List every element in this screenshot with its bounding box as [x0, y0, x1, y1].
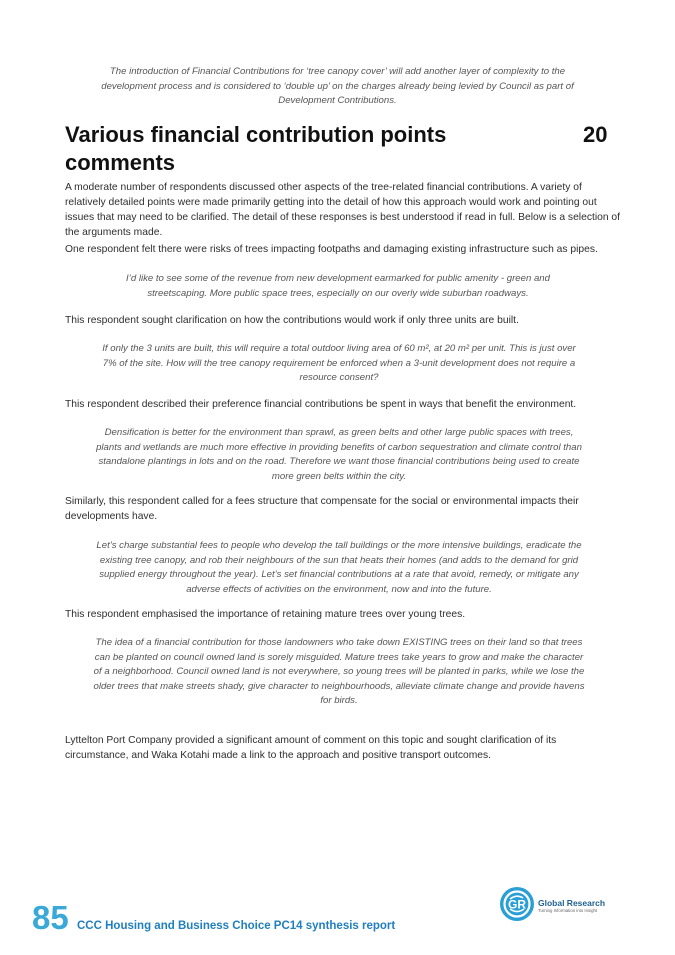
intro-quote: The introduction of Financial Contributions for ‘tree canopy cover’ will add another layer of complexity to the development process and is considered to ‘double up’ on the charges already being levied by Council as part of Development Contributions.	[101, 66, 574, 107]
paragraph-lyttelton: Lyttelton Port Company provided a significant amount of comment on this topic and sought clarification of its circumstance, and Waka Kotahi made a link to the approach and positive transport outcomes.	[65, 735, 557, 761]
global-research-gr-icon	[499, 886, 535, 922]
paragraph-intro: A moderate number of respondents discussed other aspects of the tree-related financial contributions. A variety of relatively detailed points were made primarily getting into the detail of how this approach would work and pointing out issues that may need to be clarified. The detail of these responses is best understood if read in full. Below is a selection of the arguments made.	[65, 182, 621, 238]
quote-public-amenity: I’d like to see some of the revenue from new development earmarked for public amenity - green and streetscaping. More public space trees, especially on our overly wide suburban roadways.	[126, 273, 550, 299]
paragraph-footpaths: One respondent felt there were risks of trees impacting footpaths and damaging existing infrastructure such as pipes.	[65, 244, 598, 255]
quote-substantial-fees: Let’s charge substantial fees to people who develop the tall buildings or the more intensive buildings, eradicate the existing tree canopy, and rob their neighbours of the sun that heats their homes (and adds to the demand for grid supplied energy throughout the year). Let’s set financial contributions at a rate that avoid, remedy, or mitigate any adverse effects of activities on the environment, now and into the future.	[96, 540, 582, 595]
section-number: 20	[583, 122, 608, 147]
quote-three-units: If only the 3 units are built, this will require a total outdoor living area of 60 m², at 20 m² per unit. This is just over 7% of the site. How will the tree canopy requirement be enforced when a 3-unit development does not require a resource consent?	[102, 343, 576, 384]
svg-text:GR: GR	[508, 897, 526, 912]
quote-green-belts: Densification is better for the environment than sprawl, as green belts and other large public spaces with trees, plants and wetlands are much more effective in providing benefits of carbon sequestration and climate control than standalone plantings in lots and on the road. Therefore we want those financial contributions being used to create more green belts within the city.	[96, 427, 582, 482]
logo-tagline: Turning Information into Insight	[538, 908, 598, 913]
section-heading: Various financial contribution points comments	[65, 122, 447, 175]
report-title: CCC Housing and Business Choice PC14 synthesis report	[77, 920, 396, 932]
logo-name: Global Research	[538, 898, 606, 908]
paragraph-three-units: This respondent sought clarification on how the contributions would work if only three units are built.	[65, 315, 519, 326]
paragraph-mature-trees: This respondent emphasised the importance of retaining mature trees over young trees.	[65, 609, 466, 620]
paragraph-fees-structure: Similarly, this respondent called for a fees structure that compensate for the social or environmental impacts their developments have.	[65, 496, 579, 522]
page-number: 85	[32, 899, 69, 936]
quote-existing-trees: The idea of a financial contribution for those landowners who take down EXISTING trees on their land so that trees can be planted on council owned land is sorely misguided. Mature trees take years to grow and make the character of a neighborhood. Council owned land is not everywhere, so young trees will be planted in parks, while we lose the older trees that make streets shady, give character to neighbourhoods, alleviate climate change and provide havens for birds.	[93, 637, 585, 707]
paragraph-environment: This respondent described their preference financial contributions be spent in ways that benefit the environment.	[65, 399, 577, 410]
